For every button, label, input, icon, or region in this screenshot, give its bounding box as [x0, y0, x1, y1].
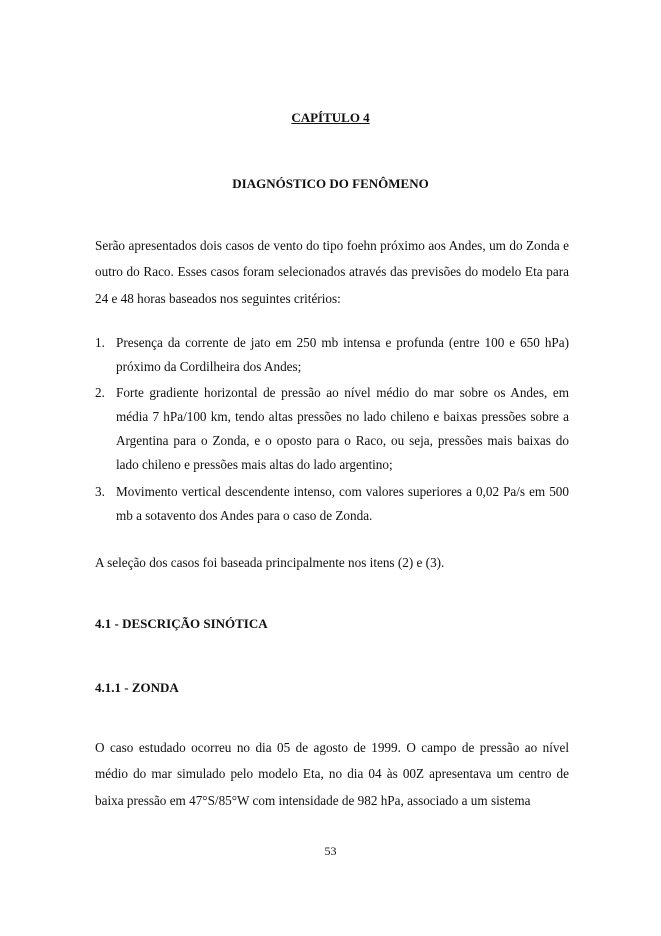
criteria-list	[95, 331, 569, 530]
list-item-number: 3.	[95, 483, 105, 499]
intro-paragraph: Serão apresentados dois casos de vento do tipo foehn próximo aos Andes, um do Zonda e outro do Raco. Esses casos foram selecionados através das previsões do modelo Eta para 24 e 48 horas baseados nos seguintes critérios:	[95, 238, 569, 306]
chapter-label: CAPÍTULO 4	[291, 110, 370, 125]
list-item-number: 2.	[95, 385, 105, 401]
list-item-text: Forte gradiente horizontal de pressão ao nível médio do mar sobre os Andes, em média 7 hPa/100 km, tendo altas pressões no lado chileno e baixas pressões sobre a Argentina para o Zonda, e o oposto para o Raco, ou seja, pressões mais baixas do lado chileno e pressões mais altas do lado argentino;	[116, 385, 569, 473]
zonda-paragraph: O caso estudado ocorreu no dia 05 de agosto de 1999. O campo de pressão ao nível médio do mar simulado pelo modelo Eta, no dia 04 às 00Z apresentava um centro de baixa pressão em 47°S/85°W com intensidade de 982 hPa, associado a um sistema	[95, 740, 569, 808]
page-number: 53	[324, 844, 337, 858]
list-item	[95, 331, 569, 379]
section-heading: 4.1 - DESCRIÇÃO SINÓTICA	[95, 616, 268, 631]
chapter-title: DIAGNÓSTICO DO FENÔMENO	[232, 176, 429, 191]
list-item-text: Presença da corrente de jato em 250 mb intensa e profunda (entre 100 e 650 hPa) próximo da Cordilheira dos Andes;	[116, 335, 569, 374]
list-item-number: 1.	[95, 335, 105, 350]
list-item	[95, 381, 569, 477]
list-item	[95, 480, 569, 528]
list-item-text: Movimento vertical descendente intenso, com valores superiores a 0,02 Pa/s em 500 mb a sotavento dos Andes para o caso de Zonda.	[116, 483, 569, 523]
selection-paragraph: A seleção dos casos foi baseada principalmente nos itens (2) e (3).	[95, 555, 445, 570]
subsection-heading: 4.1.1 - ZONDA	[95, 680, 179, 695]
